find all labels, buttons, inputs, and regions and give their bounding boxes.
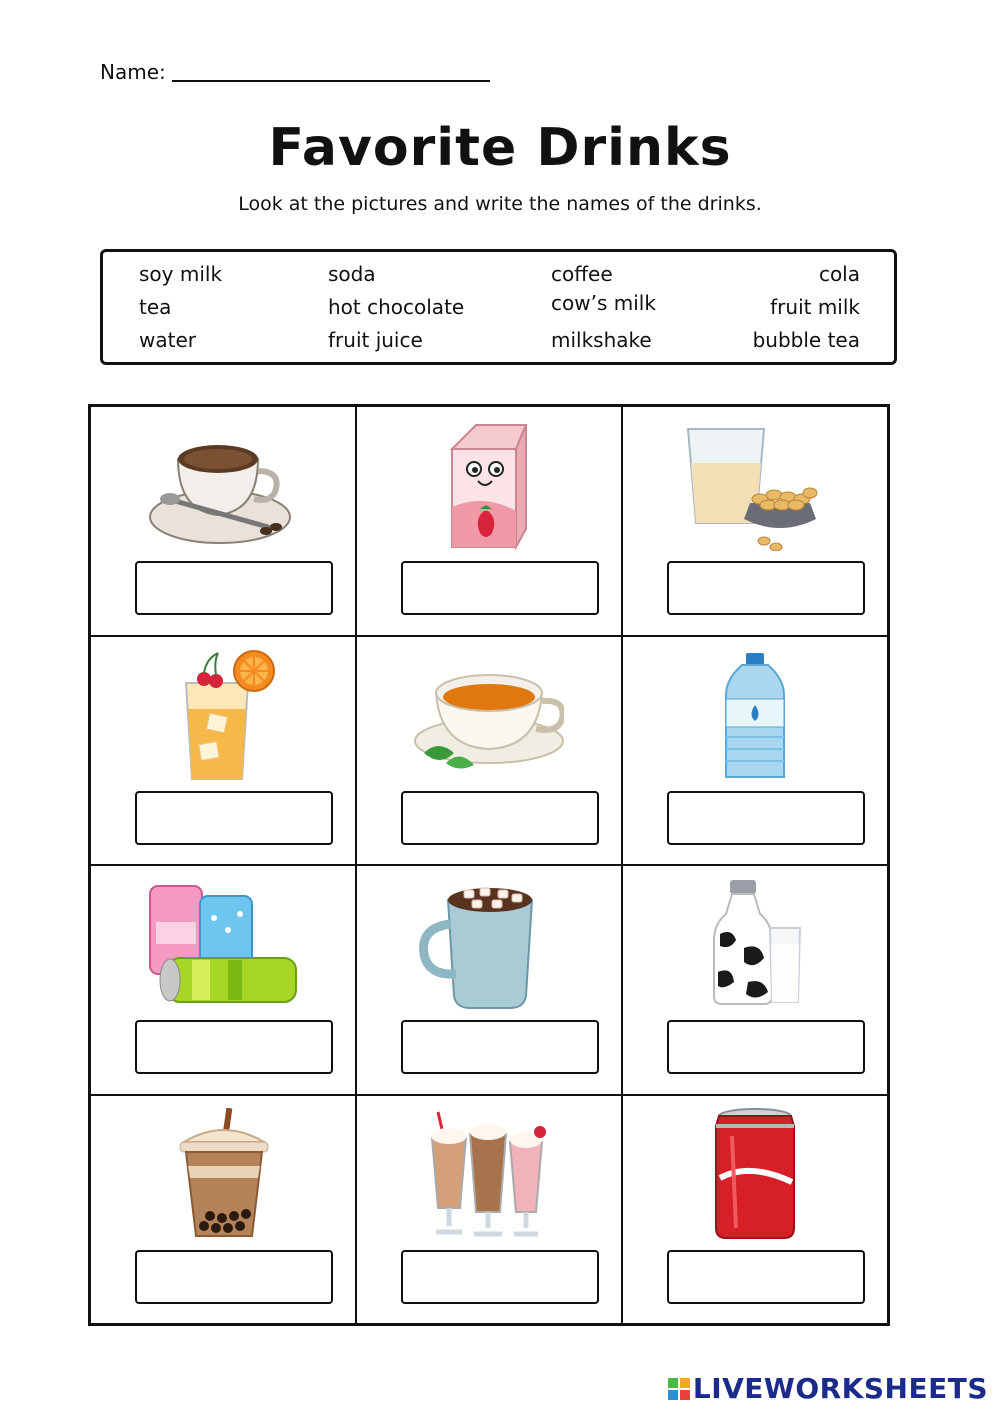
- milkshake-glasses-icon: [414, 1108, 564, 1240]
- word-bank-item: fruit milk: [770, 295, 860, 319]
- answer-box[interactable]: [401, 1250, 599, 1304]
- word-bank: [100, 249, 897, 365]
- answer-box[interactable]: [667, 1250, 865, 1304]
- drink-cell: [356, 865, 622, 1095]
- page-title: Favorite Drinks: [268, 118, 732, 178]
- drinks-grid: [88, 404, 890, 1326]
- soy-milk-glass-icon: [680, 419, 830, 551]
- soda-cans-icon: [148, 878, 298, 1010]
- answer-box[interactable]: [135, 561, 333, 615]
- answer-box[interactable]: [401, 791, 599, 845]
- answer-box[interactable]: [401, 1020, 599, 1074]
- drink-cell: [90, 406, 356, 636]
- word-bank-item: hot chocolate: [328, 295, 465, 319]
- answer-box[interactable]: [135, 1250, 333, 1304]
- drink-cell: [356, 636, 622, 866]
- bubble-tea-cup-icon: [148, 1108, 298, 1240]
- name-input-line[interactable]: [172, 80, 490, 82]
- drink-cell: [622, 636, 888, 866]
- word-bank-item: milkshake: [551, 328, 652, 352]
- name-label: Name:: [100, 60, 166, 84]
- instructions: Look at the pictures and write the names of the drinks.: [238, 193, 762, 215]
- coffee-cup-icon: [148, 419, 298, 551]
- answer-box[interactable]: [667, 791, 865, 845]
- water-bottle-icon: [680, 649, 830, 781]
- strawberry-milk-carton-icon: [414, 419, 564, 551]
- answer-box[interactable]: [135, 791, 333, 845]
- cola-can-icon: [680, 1108, 830, 1240]
- word-bank-item: bubble tea: [752, 328, 860, 352]
- drink-cell: [90, 636, 356, 866]
- word-bank-item: cow’s milk: [551, 291, 656, 315]
- word-bank-item: tea: [139, 295, 172, 319]
- cow-milk-bottle-icon: [680, 878, 830, 1010]
- drink-cell: [356, 406, 622, 636]
- hot-chocolate-mug-icon: [414, 878, 564, 1010]
- tea-cup-icon: [414, 649, 564, 781]
- brand-name: LIVEWORKSHEETS: [692, 1372, 988, 1405]
- word-bank-item: coffee: [551, 262, 613, 286]
- drink-cell: [622, 865, 888, 1095]
- word-bank-item: water: [139, 328, 196, 352]
- word-bank-item: soy milk: [139, 262, 223, 286]
- liveworksheets-logo: [668, 1372, 988, 1405]
- drink-cell: [90, 1095, 356, 1325]
- word-bank-item: soda: [328, 262, 376, 286]
- answer-box[interactable]: [667, 561, 865, 615]
- drink-cell: [356, 1095, 622, 1325]
- drink-cell: [622, 406, 888, 636]
- liveworksheets-logo-icon: [668, 1378, 690, 1400]
- answer-box[interactable]: [667, 1020, 865, 1074]
- word-bank-item: fruit juice: [328, 328, 423, 352]
- drink-cell: [90, 865, 356, 1095]
- answer-box[interactable]: [401, 561, 599, 615]
- answer-box[interactable]: [135, 1020, 333, 1074]
- word-bank-item: cola: [818, 262, 860, 286]
- fruit-juice-glass-icon: [148, 649, 298, 781]
- drink-cell: [622, 1095, 888, 1325]
